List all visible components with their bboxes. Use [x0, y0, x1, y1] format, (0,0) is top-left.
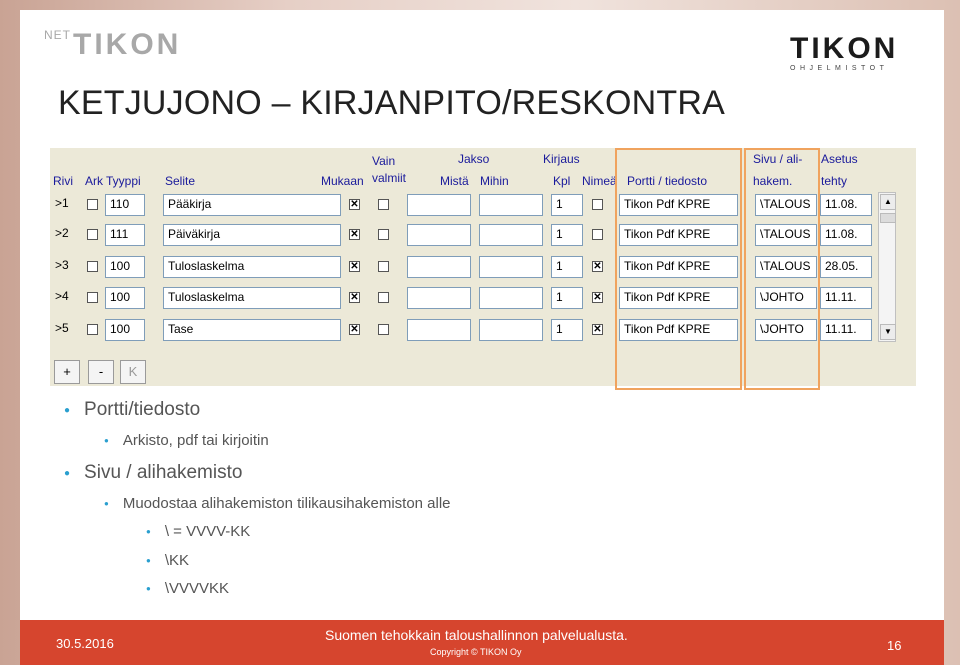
scroll-down-icon[interactable]: ▼ [880, 324, 896, 340]
kpl-field[interactable]: 1 [551, 194, 583, 216]
tyyppi-field[interactable]: 100 [105, 287, 145, 309]
mihin-field[interactable] [479, 287, 543, 309]
selite-field[interactable]: Tuloslaskelma [163, 287, 341, 309]
ark-checkbox[interactable] [87, 199, 98, 210]
row-label: >2 [55, 226, 69, 240]
tyyppi-field[interactable]: 110 [105, 194, 145, 216]
ark-checkbox[interactable] [87, 324, 98, 335]
header-asetus: Asetus [821, 152, 858, 166]
sivu-highlight [744, 148, 820, 390]
portti-field[interactable]: Tikon Pdf KPRE [619, 224, 738, 246]
bullet-arkisto: ● Arkisto, pdf tai kirjoitin [104, 432, 269, 449]
portti-field[interactable]: Tikon Pdf KPRE [619, 256, 738, 278]
mukaan-checkbox[interactable]: ✕ [350, 324, 359, 335]
row-label: >1 [55, 196, 69, 210]
header-kirjaus: Kirjaus [543, 152, 580, 166]
asetus-field[interactable]: 11.08. [820, 194, 872, 216]
mista-field[interactable] [407, 319, 471, 341]
selite-field[interactable]: Tuloslaskelma [163, 256, 341, 278]
sivu-field[interactable]: \TALOUS [755, 256, 817, 278]
header-sivu: Sivu / ali- [753, 152, 803, 166]
mukaan-checkbox[interactable]: ✕ [350, 292, 359, 303]
bullet-format-2: ● \KK [146, 552, 190, 569]
sivu-field[interactable]: \TALOUS [755, 224, 817, 246]
footer-tagline: Suomen tehokkain taloushallinnon palvelualusta. [325, 627, 628, 643]
mista-field[interactable] [407, 194, 471, 216]
ark-checkbox[interactable] [87, 229, 98, 240]
header-tyyppi: Tyyppi [106, 174, 141, 188]
bullet-sivu: ● Sivu / alihakemisto [64, 462, 243, 483]
selite-field[interactable]: Pääkirja [163, 194, 341, 216]
ark-checkbox[interactable] [87, 292, 98, 303]
tikon-logo: TIKON OHJELMISTOT [790, 32, 899, 72]
asetus-field[interactable]: 11.11. [820, 287, 872, 309]
kpl-field[interactable]: 1 [551, 319, 583, 341]
header-nimea: Nimeä [582, 174, 617, 188]
mukaan-checkbox[interactable]: ✕ [350, 199, 359, 210]
vain-checkbox[interactable] [378, 199, 389, 210]
ark-checkbox[interactable] [87, 261, 98, 272]
selite-field[interactable]: Päiväkirja [163, 224, 341, 246]
row-label: >3 [55, 258, 69, 272]
sivu-field[interactable]: \JOHTO [755, 319, 817, 341]
mihin-field[interactable] [479, 224, 543, 246]
header-portti: Portti / tiedosto [627, 174, 708, 188]
mukaan-checkbox[interactable]: ✕ [350, 261, 359, 272]
slide-title: KETJUJONO – KIRJANPITO/RESKONTRA [58, 84, 725, 122]
bullet-format-1: ● \ = VVVV-KK [146, 523, 251, 540]
scroll-up-icon[interactable]: ▲ [880, 194, 896, 210]
header-ark: Ark [85, 174, 103, 188]
tyyppi-field[interactable]: 111 [105, 224, 145, 246]
sivu-field[interactable]: \JOHTO [755, 287, 817, 309]
chain-queue-form [50, 148, 916, 386]
nimea-checkbox[interactable]: ✕ [593, 292, 602, 303]
footer-copyright: Copyright © TIKON Oy [430, 647, 522, 657]
asetus-field[interactable]: 28.05. [820, 256, 872, 278]
k-button[interactable]: K [120, 360, 146, 384]
portti-field[interactable]: Tikon Pdf KPRE [619, 319, 738, 341]
header-mista: Mistä [440, 174, 469, 188]
tyyppi-field[interactable]: 100 [105, 256, 145, 278]
kpl-field[interactable]: 1 [551, 224, 583, 246]
header-selite: Selite [165, 174, 196, 188]
mista-field[interactable] [407, 224, 471, 246]
kpl-field[interactable]: 1 [551, 256, 583, 278]
mista-field[interactable] [407, 256, 471, 278]
vain-checkbox[interactable] [378, 292, 389, 303]
vain-checkbox[interactable] [378, 261, 389, 272]
nimea-checkbox[interactable] [592, 229, 603, 240]
scroll-thumb[interactable] [880, 213, 896, 223]
portti-field[interactable]: Tikon Pdf KPRE [619, 194, 738, 216]
header-kpl: Kpl [553, 174, 571, 188]
vain-checkbox[interactable] [378, 324, 389, 335]
row-label: >5 [55, 321, 69, 335]
selite-field[interactable]: Tase [163, 319, 341, 341]
page-number: 16 [887, 638, 902, 653]
mihin-field[interactable] [479, 194, 543, 216]
header-vain: Vain [372, 154, 396, 168]
bullet-format-3: ● \VVVVKK [146, 580, 230, 597]
nimea-checkbox[interactable] [592, 199, 603, 210]
header-valmiit: valmiit [372, 171, 407, 185]
remove-row-button[interactable]: - [88, 360, 114, 384]
mihin-field[interactable] [479, 256, 543, 278]
header-jakso: Jakso [458, 152, 490, 166]
vain-checkbox[interactable] [378, 229, 389, 240]
net-tikon-logo: NET TIKON [44, 28, 182, 61]
portti-highlight [615, 148, 742, 390]
header-mihin: Mihin [480, 174, 509, 188]
footer-date: 30.5.2016 [56, 636, 114, 651]
bullet-muodostaa: ● Muodostaa alihakemiston tilikausihakemiston alle [104, 495, 451, 512]
portti-field[interactable]: Tikon Pdf KPRE [619, 287, 738, 309]
header-hakem: hakem. [753, 174, 793, 188]
tyyppi-field[interactable]: 100 [105, 319, 145, 341]
nimea-checkbox[interactable]: ✕ [593, 324, 602, 335]
kpl-field[interactable]: 1 [551, 287, 583, 309]
asetus-field[interactable]: 11.08. [820, 224, 872, 246]
add-row-button[interactable]: + [54, 360, 80, 384]
header-mukaan: Mukaan [321, 174, 364, 188]
asetus-field[interactable]: 11.11. [820, 319, 872, 341]
bullet-portti: ● Portti/tiedosto [64, 399, 201, 420]
mista-field[interactable] [407, 287, 471, 309]
header-tehty: tehty [821, 174, 848, 188]
mihin-field[interactable] [479, 319, 543, 341]
nimea-checkbox[interactable]: ✕ [593, 261, 602, 272]
row-label: >4 [55, 289, 69, 303]
mukaan-checkbox[interactable]: ✕ [350, 229, 359, 240]
vertical-scrollbar[interactable] [878, 192, 896, 342]
sivu-field[interactable]: \TALOUS [755, 194, 817, 216]
header-rivi: Rivi [53, 174, 73, 188]
